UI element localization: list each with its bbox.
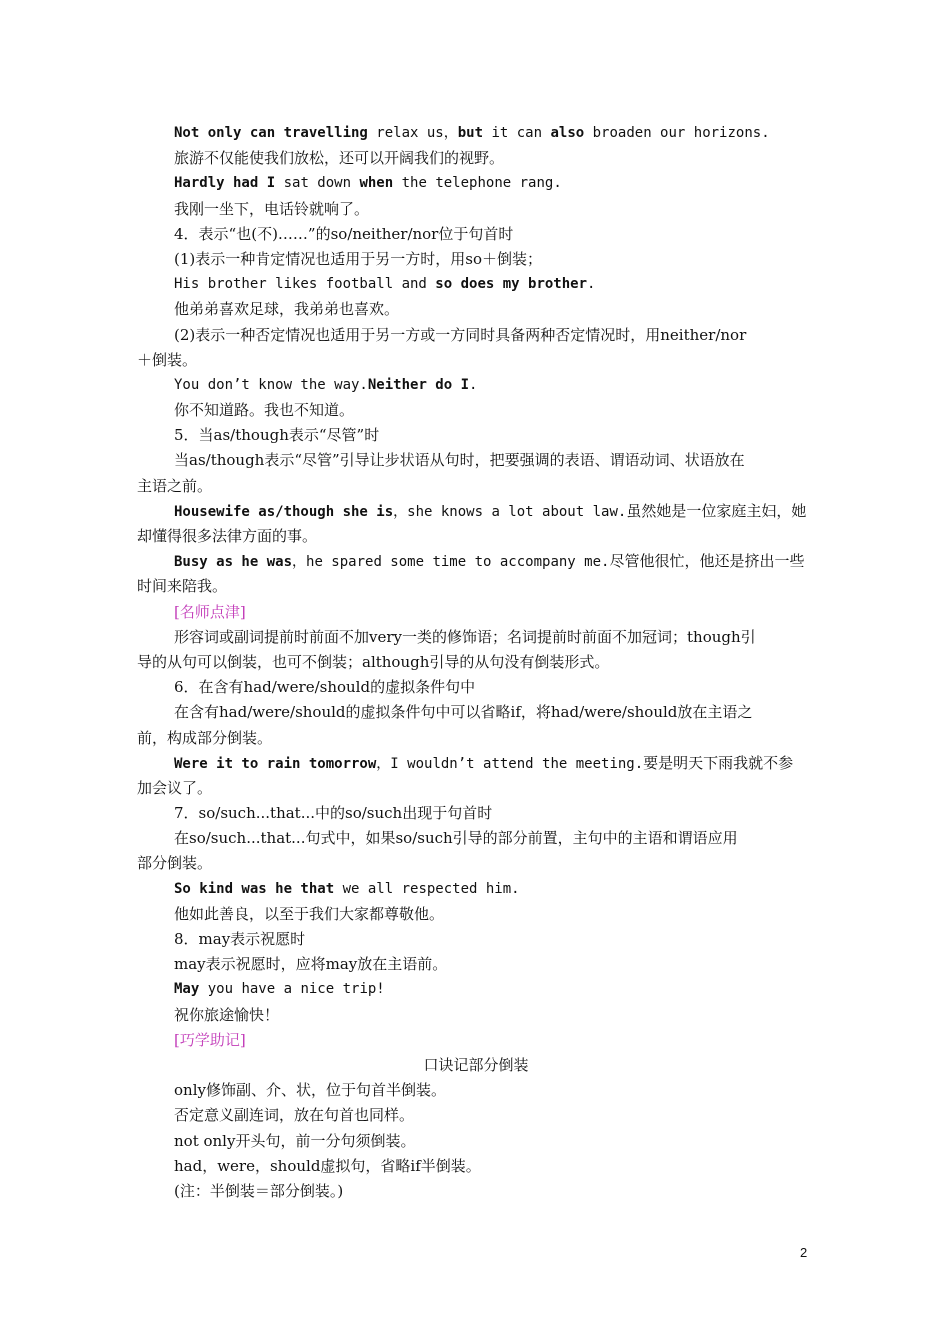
text-line [137,474,815,499]
text-segment: 你不知道路。我也不知道。 [174,401,355,420]
text-segment: so does my brother [435,276,588,293]
text-segment: 口诀记部分倒装 [423,1055,529,1074]
text-segment: . [587,276,596,293]
text-line [137,726,815,751]
text-line [137,1003,815,1028]
text-segment: 当as/though表示“尽管”引导让步状语从句时，把要强调的表语、谓语动词、状语放在 [174,451,745,470]
text-line [137,524,815,549]
text-segment: 祝你旅途愉快！ [174,1005,280,1024]
text-segment: 我刚一坐下，电话铃就响了。 [174,199,370,218]
text-segment: not only开头句，前一分句须倒装。 [174,1131,416,1150]
text-segment: Hardly had I [174,175,276,192]
text-segment: You don’t know the way. [174,376,368,393]
text-line [137,197,815,222]
text-segment: also [550,125,585,141]
text-line [137,222,815,247]
text-segment: (注：半倒装＝部分倒装。) [174,1181,344,1200]
text-segment: relax us， [367,125,458,141]
text-segment: 旅游不仅能使我们放松，还可以开阔我们的视野。 [174,149,505,168]
text-segment: 他如此善良，以至于我们大家都尊敬他。 [174,904,445,923]
text-segment: ＋倒装。 [137,350,198,369]
text-segment: His brother likes football and [174,276,436,293]
text-line [137,423,815,448]
text-segment: . [469,376,478,393]
text-line [137,171,815,196]
text-segment: 要是明天下雨我就不参 [643,753,794,772]
text-line [137,776,815,801]
text-line [137,247,815,272]
text-segment: Busy as he was [174,554,293,571]
page-body [137,121,815,1204]
text-segment: 前，构成部分倒装。 [137,728,273,747]
text-line [137,650,815,675]
text-segment: but [457,125,484,141]
text-segment: So kind was he that [174,880,335,897]
text-line [137,1179,815,1204]
text-segment: you have a nice trip! [199,981,385,998]
text-line [137,600,815,625]
text-segment: 4．表示“也(不)……”的so/neither/nor位于句首时 [174,224,514,243]
text-line [137,348,815,373]
text-segment: 加会议了。 [137,778,213,797]
page-number: 2 [800,1245,808,1260]
text-line [137,323,815,348]
text-segment: may表示祝愿时，应将may放在主语前。 [174,955,448,974]
text-segment: had，were，should虚拟句，省略if半倒装。 [174,1156,481,1175]
text-line [137,952,815,977]
text-segment: 却懂得很多法律方面的事。 [137,527,318,545]
text-line [137,373,815,398]
text-segment: 尽管他很忙，他还是挤出一些 [609,552,805,571]
text-line [137,499,815,524]
text-line [137,1103,815,1128]
text-segment: Not only can travelling [174,125,368,141]
text-line [137,625,815,650]
text-line [137,448,815,473]
text-segment: 部分倒装。 [137,854,213,873]
text-segment: [名师点津] [174,602,246,621]
text-segment: ，he spared some time to accompany me. [292,554,610,571]
text-segment: (1)表示一种肯定情况也适用于另一方时，用so＋倒装； [174,249,542,268]
text-line [137,1129,815,1154]
text-line [137,121,815,146]
text-segment: 导的从句可以倒装，也可不倒装；although引导的从句没有倒装形式。 [137,652,610,671]
text-segment: 6．在含有had/were/should的虚拟条件句中 [174,678,476,697]
text-line [137,851,815,876]
text-segment: ，I wouldn’t attend the meeting. [376,755,644,772]
text-line [137,877,815,902]
text-line [137,826,815,851]
text-line [137,574,815,599]
text-line [137,1028,815,1053]
text-segment: it can [483,125,551,141]
text-segment: we all respected him. [334,880,520,897]
text-segment: Neither do I [367,376,470,393]
text-segment: the telephone rang. [393,175,562,192]
text-segment: Were it to rain tomorrow [174,755,377,772]
text-segment: 时间来陪我。 [137,577,228,596]
text-line [137,1154,815,1179]
text-line [137,1053,815,1078]
text-segment: 在so/such...that...句式中，如果so/such引导的部分前置，主句中的主语和谓语应用 [174,829,738,848]
text-line [137,1078,815,1103]
text-segment: 主语之前。 [137,476,213,495]
text-segment: 虽然她是一位家庭主妇，她 [626,501,807,520]
text-segment: 5．当as/though表示“尽管”时 [174,426,380,445]
text-segment: 形容词或副词提前时前面不加very一类的修饰语；名词提前时前面不加冠词；though引 [174,627,756,646]
text-segment: broaden our horizons. [584,125,770,141]
text-segment: 在含有had/were/should的虚拟条件句中可以省略if，将had/were/should放在主语之 [174,703,753,722]
text-segment: [巧学助记] [174,1030,246,1049]
text-segment: Housewife as/though she is [174,503,394,520]
text-segment: sat down [275,175,360,192]
text-segment: 8．may表示祝愿时 [174,930,306,948]
text-line [137,272,815,297]
text-segment: 否定意义副连词，放在句首也同样。 [174,1106,415,1125]
text-segment: 他弟弟喜欢足球，我弟弟也喜欢。 [174,300,400,319]
text-line [137,700,815,725]
text-line [137,398,815,423]
text-segment: when [359,175,394,192]
text-line [137,801,815,826]
text-segment: only修饰副、介、状，位于句首半倒装。 [174,1081,446,1100]
text-segment: 7．so/such...that...中的so/such出现于句首时 [174,804,493,823]
text-line [137,751,815,776]
text-line [137,297,815,322]
text-line [137,675,815,700]
text-line [137,549,815,574]
text-line [137,902,815,927]
text-line [137,146,815,171]
text-segment: (2)表示一种否定情况也适用于另一方或一方同时具备两种否定情况时，用neither/nor [174,325,747,344]
text-segment: ，she knows a lot about law. [393,503,627,520]
text-line [137,977,815,1002]
text-line [137,927,815,952]
text-segment: May [174,981,200,998]
